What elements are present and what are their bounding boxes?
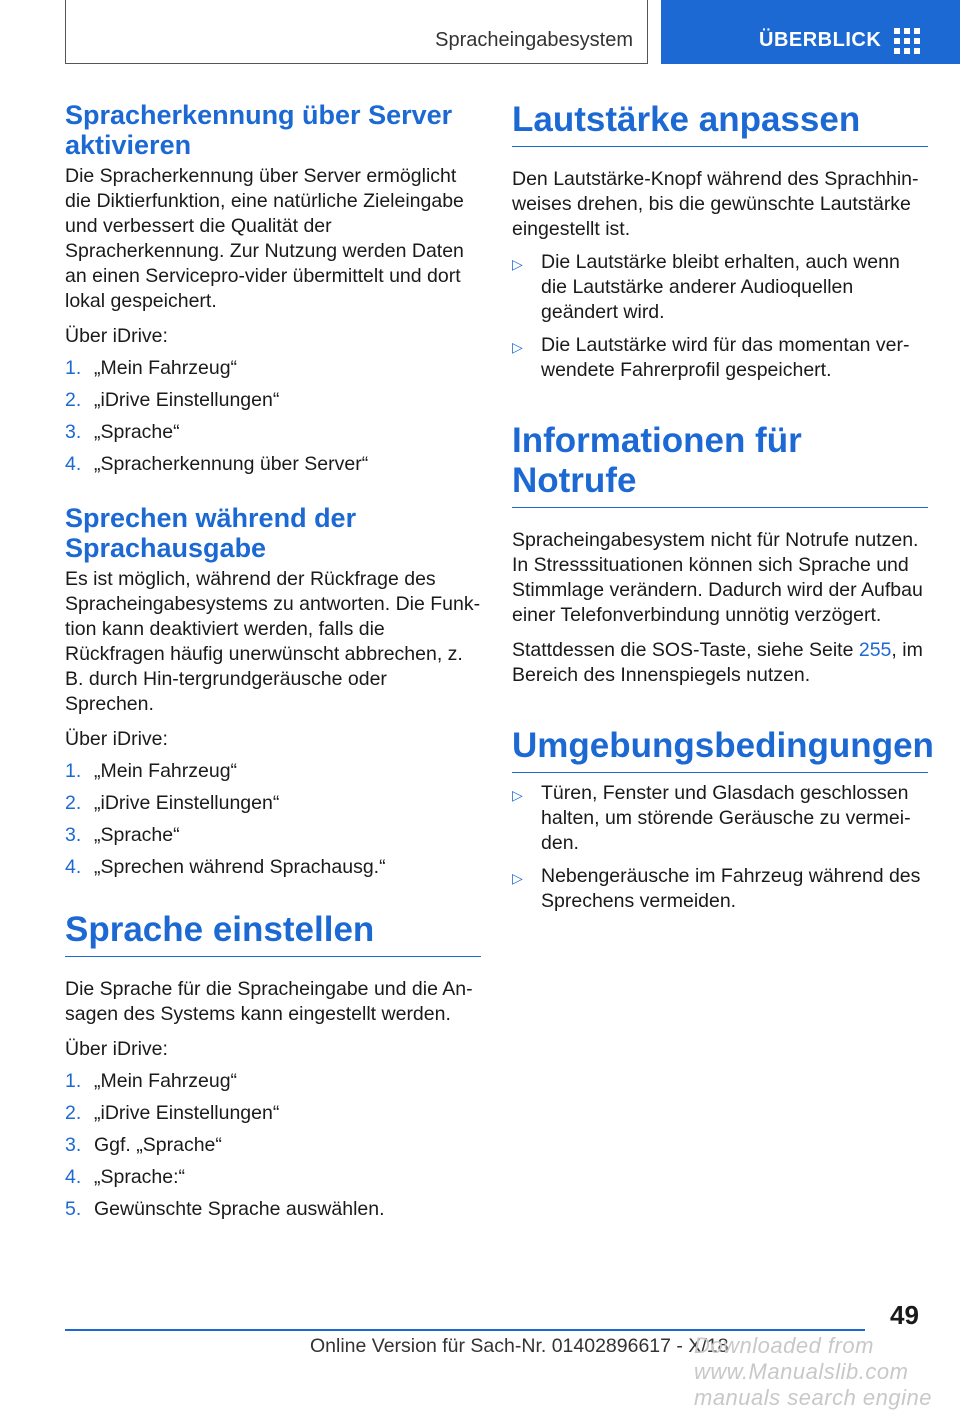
page-number: 49 — [890, 1300, 919, 1330]
list-item: 1. „Mein Fahrzeug“ — [65, 1070, 238, 1092]
watermark: Downloaded from www.Manualslib.com manuals search engine — [694, 1333, 932, 1410]
list-item: 3. Ggf. „Sprache“ — [65, 1134, 222, 1156]
list-item: 2. „iDrive Einstellungen“ — [65, 1102, 280, 1124]
list-item: 5. Gewünschte Sprache auswählen. — [65, 1198, 385, 1220]
heading-lautstaerke: Lautstärke anpassen — [512, 100, 928, 147]
page-reference-link[interactable]: 255 — [858, 639, 892, 661]
paragraph-spracherkennung: Die Spracherkennung über Server ermöglicht die Diktierfunktion, eine natürliche Zieleingabe und verbessert die Qualität der Spracherkennung. Zur Nutzung werden Daten an einen Servicepro-vider übermittelt und dort lokal gespeichert. — [65, 165, 464, 312]
triangle-bullet-icon: ▷ — [512, 256, 523, 272]
paragraph-sprache-einstellen: Die Sprache für die Spracheingabe und die An-sagen des Systems kann eingestellt werden. — [65, 978, 473, 1025]
bullet-list-lautstaerke — [512, 250, 928, 383]
steps-list-1 — [65, 356, 481, 477]
left-column — [65, 100, 481, 1222]
list-item: 3. „Sprache“ — [65, 824, 180, 846]
right-column — [512, 100, 934, 914]
list-item: 2. „iDrive Einstellungen“ — [65, 389, 280, 411]
footer-text: Online Version für Sach-Nr. 01402896617 - X/18 — [310, 1335, 729, 1357]
paragraph-lautstaerke: Den Lautstärke-Knopf während des Sprachhin-weises drehen, bis die gewünschte Lautstärke eingestellt ist. — [512, 168, 919, 240]
list-item: ▷ Die Lautstärke bleibt erhalten, auch wenn die Lautstärke anderer Audioquellen geändert wird. — [512, 251, 900, 323]
steps-list-3 — [65, 1069, 481, 1222]
footer-divider — [65, 1329, 865, 1331]
list-item: 1. „Mein Fahrzeug“ — [65, 357, 238, 379]
header-section-box — [65, 0, 648, 64]
header-tab-label: ÜBERBLICK — [759, 29, 882, 51]
list-item: 3. „Sprache“ — [65, 421, 180, 443]
paragraph-ueber-idrive: Über iDrive: — [65, 728, 168, 750]
list-item: 1. „Mein Fahrzeug“ — [65, 760, 238, 782]
list-item: 4. „Spracherkennung über Server“ — [65, 453, 369, 475]
grid-icon — [894, 28, 920, 54]
list-item: 4. „Sprechen während Sprachausg.“ — [65, 856, 386, 878]
triangle-bullet-icon: ▷ — [512, 339, 523, 355]
paragraph-sprechen: Es ist möglich, während der Rückfrage des Spracheingabesystems zu antworten. Die Funk-tion kann deaktiviert werden, falls die Rückfragen häufig unerwünscht abbrechen, z. B. durch Hin-tergrundgeräusche oder Sprechen. — [65, 568, 481, 715]
header-section-title: Spracheingabesystem — [435, 29, 633, 51]
steps-list-2 — [65, 759, 481, 880]
list-item: ▷ Türen, Fenster und Glasdach geschlossen halten, um störende Geräusche zu vermei-den. — [512, 782, 911, 854]
list-item: ▷ Die Lautstärke wird für das momentan ver-wendete Fahrerprofil gespeichert. — [512, 334, 910, 381]
paragraph-sos-taste: Stattdessen die SOS-Taste, siehe Seite 255, im Bereich des Innenspiegels nutzen. — [512, 639, 923, 686]
paragraph-ueber-idrive: Über iDrive: — [65, 325, 168, 347]
paragraph-notrufe: Spracheingabesystem nicht für Notrufe nutzen. In Stresssituationen können sich Sprache und Stimmlage verändern. Dadurch wird der Aufbau einer Telefonverbindung unnötig verzögert. — [512, 529, 923, 626]
list-item: 4. „Sprache:“ — [65, 1166, 186, 1188]
heading-spracherkennung-server: Spracherkennung über Server aktivieren — [65, 100, 453, 160]
triangle-bullet-icon: ▷ — [512, 787, 523, 803]
list-item: 2. „iDrive Einstellungen“ — [65, 792, 280, 814]
heading-sprechen-waehrend: Sprechen während der Sprachausgabe — [65, 503, 357, 563]
heading-sprache-einstellen: Sprache einstellen — [65, 910, 481, 957]
heading-notrufe: Informationen für Notrufe — [512, 421, 928, 508]
list-item: ▷ Nebengeräusche im Fahrzeug während des Sprechens vermeiden. — [512, 865, 921, 912]
paragraph-ueber-idrive: Über iDrive: — [65, 1038, 168, 1060]
triangle-bullet-icon: ▷ — [512, 870, 523, 886]
heading-umgebungsbedingungen: Umgebungsbedingungen — [512, 726, 928, 773]
header-tab-ueberblick[interactable] — [661, 0, 960, 64]
bullet-list-umgebung — [512, 781, 928, 914]
